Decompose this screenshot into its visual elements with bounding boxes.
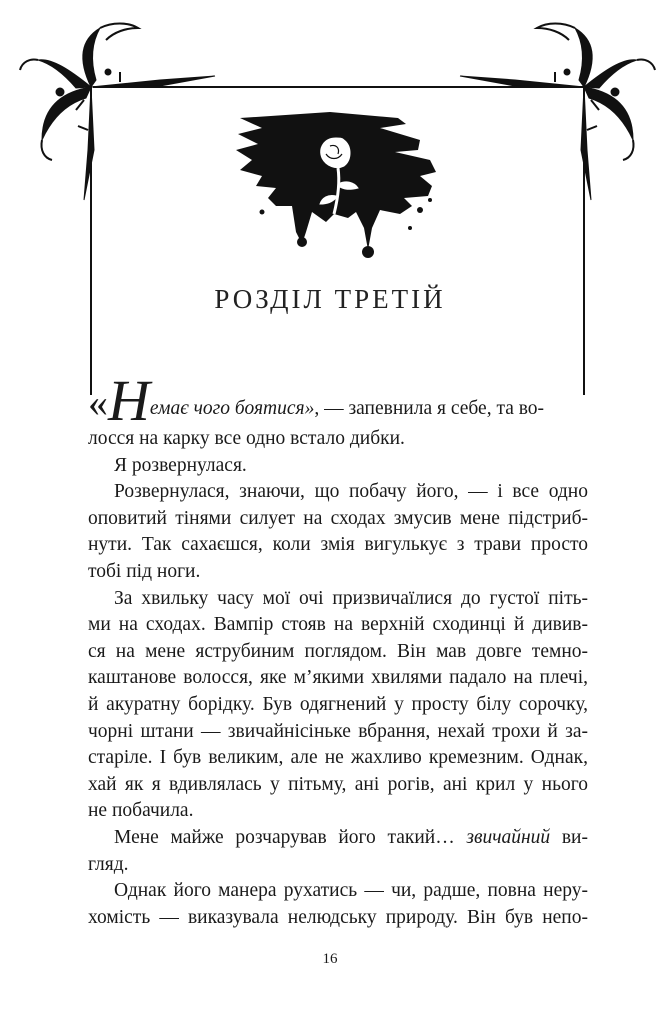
text-line: оповитий тінями силует на сходах змусив мене підстриб-	[88, 507, 588, 529]
text-line: чорні штани — звичайнісіньке вбрання, нехай трохи й за-	[88, 720, 588, 742]
text-line: Розвернулася, знаючи, що побачу його, — і все одно	[114, 481, 588, 503]
text-line: лосся на карку все одно встало дибки.	[88, 428, 405, 449]
text-line: й акуратну борідку. Був одягнений у просту білу сорочку,	[88, 693, 588, 715]
chapter-title: РОЗДІЛ ТРЕТІЙ	[214, 284, 446, 314]
text-line: хай як я вдивлялась у пітьму, ані рогів, ані крил у нього	[88, 773, 588, 795]
text-line: хомість — виказувала нелюдську природу. Він був непо-	[88, 906, 588, 928]
text-line: каштанове волосся, яке м’якими хвилями падало на плечі,	[88, 667, 588, 689]
text-run: ви-	[550, 826, 588, 848]
chapter-body	[88, 376, 588, 931]
paragraph-first-line	[88, 376, 588, 426]
text-line: не побачила.	[88, 800, 194, 822]
opening-quote: «	[88, 380, 108, 425]
text-line: ся на мене яструбиним поглядом. Він мав довге темно-	[88, 640, 588, 662]
text-line: Однак його манера рухатись — чи, радше, повна нeру-	[114, 880, 588, 902]
drop-cap: Н	[108, 376, 150, 426]
chapter-header-frame	[0, 0, 660, 400]
text-line: гляд.	[88, 853, 129, 875]
italic-quote: емає чого боятися»	[149, 398, 315, 419]
text-line: тобі під ноги.	[88, 560, 201, 582]
italic-word: звичайний	[466, 826, 551, 848]
rose-ink-splash-icon	[236, 112, 436, 258]
thorn-ornament-icon	[20, 24, 215, 201]
text-line: Я розвернулася.	[114, 454, 247, 476]
thorn-ornament-icon	[460, 24, 655, 201]
text-run: Мене майже розчарував його такий…	[114, 826, 467, 848]
text-line	[88, 825, 588, 852]
text-line: старіле. І був великим, але не жахливо кремезним. Однак,	[88, 747, 588, 769]
text-run: , — запевнила я себе, та во-	[314, 398, 545, 419]
text-line: ми на сходах. Вампір стояв на верхній сходинці й дивив-	[88, 614, 588, 636]
page-number: 16	[322, 951, 338, 967]
text-line: нути. Так сахаєшся, коли змія вигулькує з трави просто	[88, 534, 588, 556]
text-line: За хвильку часу мої очі призвичаїлися до густої піть-	[114, 587, 588, 609]
